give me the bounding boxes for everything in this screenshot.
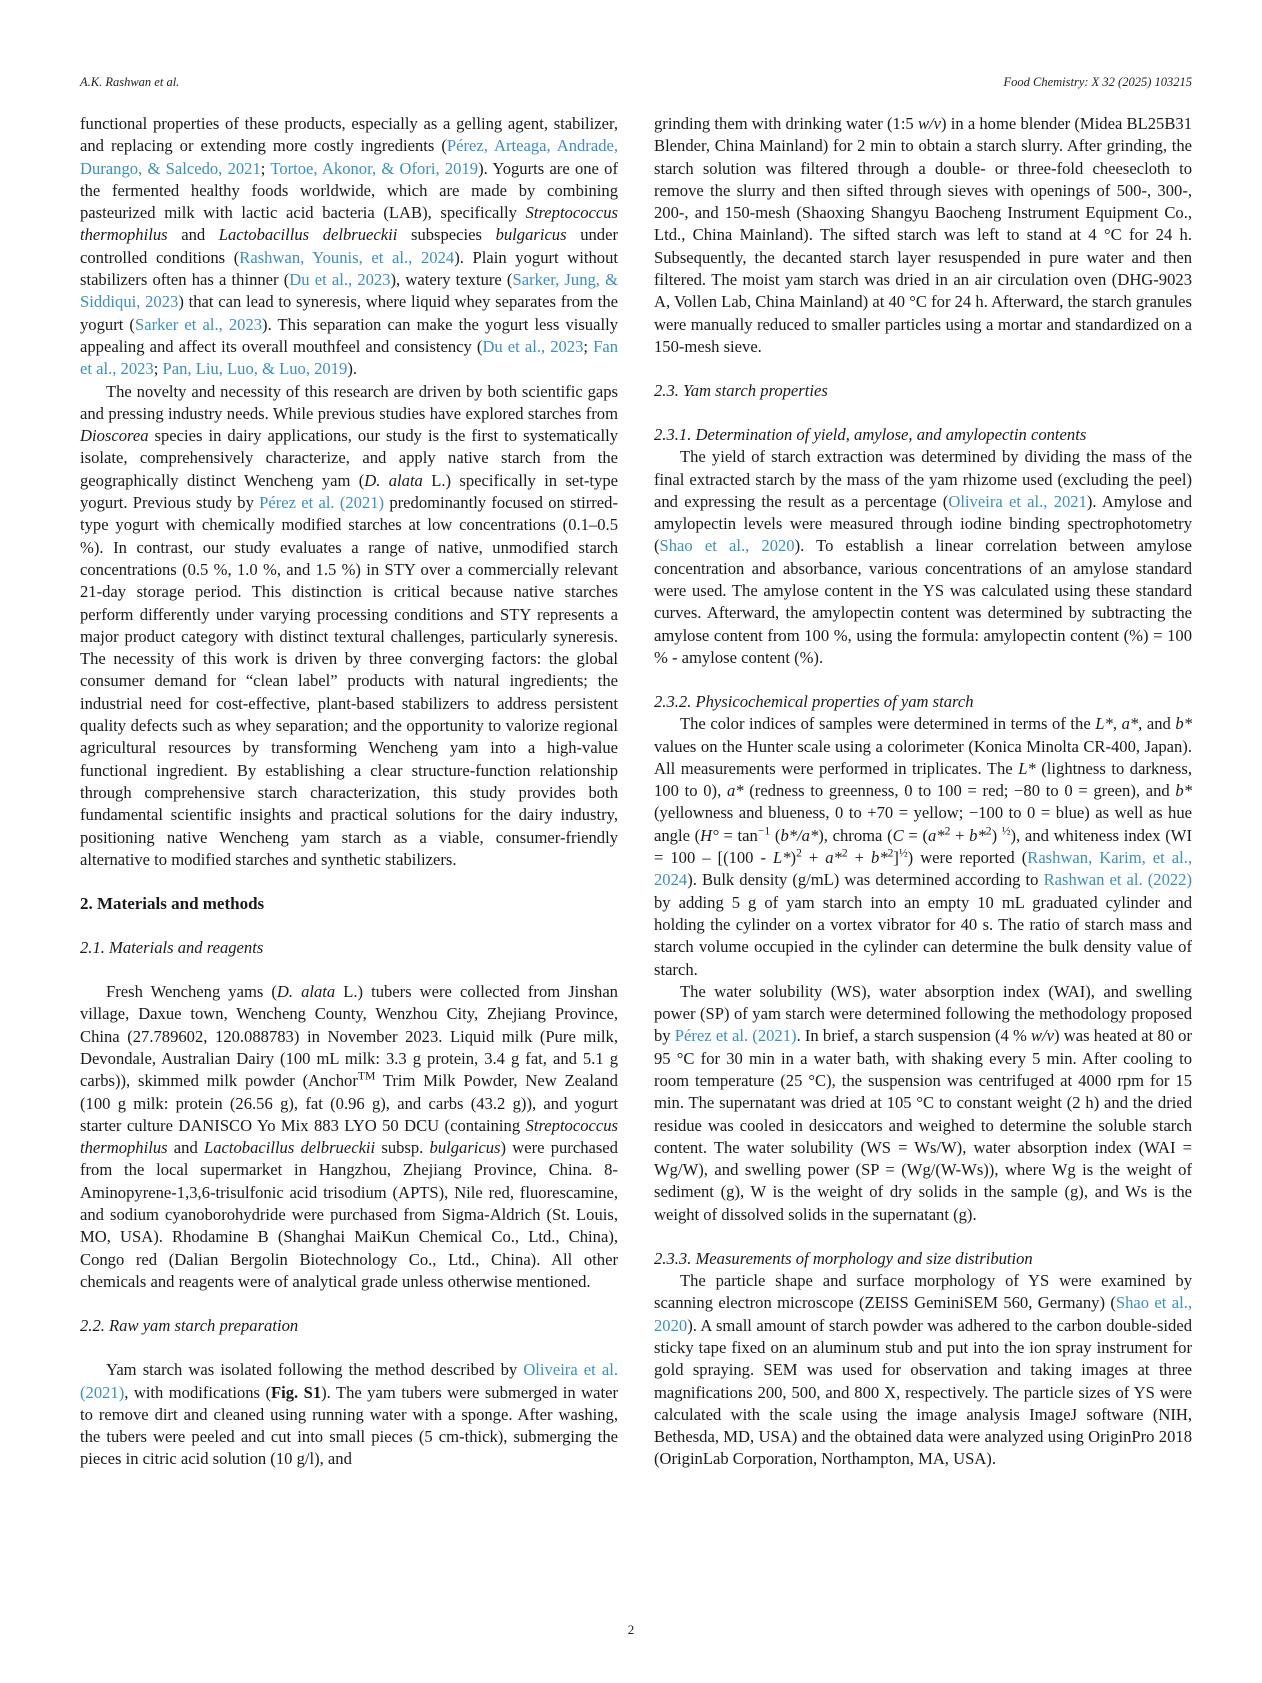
text-run: species in dairy applications, our study is the first to systematically isolate, comprehensively characterize, and apply native starch from the geographically distinct Wencheng yam ( — [80, 426, 618, 490]
subsection-heading: 2.2. Raw yam starch preparation — [80, 1316, 299, 1336]
text-run: ). This separation can make the yogurt less visually appealing and affect its overall mouthfeel and consistency ( — [80, 314, 618, 356]
text-run: Yam starch was isolated following the method described by — [106, 1360, 524, 1380]
body-paragraph — [654, 713, 1192, 981]
subsection-heading: 2.1. Materials and reagents — [80, 938, 264, 958]
text-run: + — [801, 848, 826, 868]
text-run: . In brief, a starch suspension (4 % — [796, 1026, 1031, 1046]
citation-link[interactable]: Oliveira et al., 2021 — [948, 491, 1087, 511]
text-run: ) was heated at 80 or 95 °C for 30 min in a water bath, with shaking every 5 min. After cooling to room temperature (25 °C), the suspension was centrifuged at 4000 rpm for 15 min. The supernatant was dried at 105 °C to constant weight (2 h) and the dried residue was cooled in desiccators and weighed to determine the soluble starch content. The water solubility (WS = Ws/W), water absorption index (WAI = Wg/W), and swelling power (SP = (Wg/(W-Ws)), where Wg is the weight of sediment (g), W is the weight of dry solids in the sample (g), and Ws is the weight of dissolved solids in the supernatant (g). — [654, 1026, 1192, 1224]
text-run: Fresh Wencheng yams ( — [106, 982, 277, 1002]
citation-link[interactable]: Pérez et al. (2021) — [259, 493, 385, 513]
text-run: (yellowness and blueness, 0 to +70 = yellow; −100 to 0 = blue) as well as hue angle ( — [654, 803, 1192, 845]
page-number: 2 — [627, 1622, 635, 1637]
italic-text: b* — [1175, 714, 1193, 734]
text-run: subsp. — [375, 1138, 430, 1158]
citation-link[interactable]: Shao et al., 2020 — [659, 536, 795, 556]
text-run: + — [950, 825, 970, 845]
subsubsection-heading: 2.3.1. Determination of yield, amylose, and amylopectin contents — [654, 425, 1087, 445]
body-paragraph — [80, 381, 618, 872]
running-header — [80, 75, 1192, 93]
body-paragraph — [654, 981, 1192, 1226]
text-run: ) that can lead to syneresis, where liquid whey separates from the yogurt ( — [80, 292, 618, 334]
text-run: , with modifications ( — [124, 1382, 271, 1402]
subsection-heading: 2.3. Yam starch properties — [654, 381, 828, 401]
citation-link[interactable]: Pan, Liu, Luo, & Luo, 2019 — [162, 359, 348, 379]
body-paragraph — [654, 1270, 1192, 1471]
text-run: ) were reported ( — [907, 848, 1028, 868]
citation-link[interactable]: Sarker et al., 2023 — [134, 314, 263, 334]
section-heading: 2. Materials and methods — [80, 894, 265, 914]
text-run: = tan — [718, 825, 758, 845]
subsubsection-heading: 2.3.2. Physicochemical properties of yam starch — [654, 692, 974, 712]
text-run: ; — [260, 158, 271, 178]
text-run: ). Bulk density (g/mL) was determined according to — [687, 870, 1044, 890]
citation-link[interactable]: Rashwan et al. (2022) — [1043, 870, 1193, 890]
body-paragraph — [80, 981, 618, 1293]
text-run: ). Yogurts are one of the fermented healthy foods worldwide, which are made by combining pasteurized milk with lactic acid bacteria (LAB), specifically — [80, 158, 619, 223]
italic-text: a* — [1121, 714, 1139, 734]
citation-link[interactable]: Du et al., 2023 — [482, 336, 584, 356]
text-run: ) — [991, 825, 1002, 845]
text-run: , — [1112, 714, 1122, 734]
text-run: ) were purchased from the local supermarket in Hangzhou, Zhejiang Province, China. 8-Aminopyrene-1,3,6-trisulfonic acid trisodium (APTS), Nile red, fluorescamine, and sodium cyanoborohydride were purchased from Sigma-Aldrich (St. Louis, MO, USA). Rhodamine B (Shanghai MaiKun Chemical Co., Ltd., China), Congo red (Dalian Bergolin Biotechnology Co., Ltd., China). All other chemicals and reagents were of analytical grade unless otherwise mentioned. — [80, 1138, 618, 1291]
italic-text: a* — [928, 825, 945, 845]
text-run: ; — [153, 359, 163, 379]
text-run: ). — [347, 359, 358, 379]
text-run: ] — [893, 848, 899, 868]
italic-text: L* — [1095, 714, 1113, 734]
text-run: = ( — [903, 825, 928, 845]
italic-text: Streptococcus thermophilus — [80, 203, 618, 245]
italic-text: bulgaricus — [495, 225, 567, 245]
text-run: ). The yam tubers were submerged in water to remove dirt and cleaned using running water with a sponge. After washing, the tubers were peeled and cut into small pieces (5 cm-thick), submerging the pieces in citric acid solution (10 g/l), and — [80, 1382, 618, 1469]
text-run: L.) tubers were collected from Jinshan village, Daxue town, Wencheng County, Wenzhou City, Zhejiang Province, China (27.789602, 120.088783) in November 2023. Liquid milk (Pure milk, Devondale, Australian Dairy (100 mL milk: 3.3 g protein, 3.4 g fat, and 5.1 g carbs)), skimmed milk powder (Anchor — [80, 982, 618, 1091]
text-run: subspecies — [397, 225, 496, 245]
text-run: ). To establish a linear correlation between amylose concentration and absorbance, various concentrations of an amylose standard were used. The amylose content in the YS was calculated using these standard curves. Afterward, the amylopectin content was determined by subtracting the amylose content from 100 %, using the formula: amylopectin content (%) = 100 % - amylose content (%). — [654, 536, 1192, 667]
text-run: ), and whiteness index (WI = 100 – [(100 - — [654, 825, 1192, 868]
text-run: ), chroma ( — [818, 825, 893, 845]
text-run: and — [167, 1138, 204, 1158]
text-run: , and — [1138, 714, 1176, 734]
text-run: under controlled conditions ( — [80, 225, 618, 267]
italic-text: Dioscorea — [80, 426, 149, 446]
citation-link[interactable]: Sarker, Jung, & Siddiqui, 2023 — [80, 270, 619, 312]
citation-link[interactable]: Pérez et al. (2021) — [674, 1026, 797, 1046]
italic-text: D. alata — [364, 470, 423, 490]
figure-reference: Fig. S1 — [270, 1382, 322, 1402]
text-run: functional properties of these products, especially as a gelling agent, stabilizer, and replacing or extending more costly ingredients ( — [80, 114, 618, 156]
citation-link[interactable]: Rashwan, Karim, et al., 2024 — [654, 848, 1193, 890]
citation-link[interactable]: Du et al., 2023 — [289, 270, 391, 290]
italic-text: b* — [969, 825, 986, 845]
right-column — [654, 113, 1192, 1471]
superscript: ½ — [1001, 824, 1011, 838]
text-run: ). Amylose and amylopectin levels were measured through iodine binding spectrophotometry ( — [654, 491, 1193, 556]
italic-text: b* — [871, 848, 888, 868]
text-run: The water solubility (WS), water absorption index (WAI), and swelling power (SP) of yam starch were determined following the methodology proposed by — [654, 981, 1192, 1046]
superscript: 2 — [985, 824, 992, 838]
text-run: The novelty and necessity of this research are driven by both scientific gaps and pressing industry needs. While previous studies have explored starches from — [80, 381, 618, 423]
italic-text: Lactobacillus delbrueckii — [203, 1138, 376, 1158]
text-run: L.) specifically in set-type yogurt. Previous study by — [80, 470, 618, 513]
italic-text: Streptococcus thermophilus — [80, 1115, 618, 1158]
superscript: 2 — [841, 846, 848, 860]
italic-text: L* — [1018, 758, 1036, 778]
citation-link[interactable]: Tortoe, Akonor, & Ofori, 2019 — [270, 158, 479, 178]
italic-text: C — [892, 825, 904, 845]
text-run: The color indices of samples were determined in terms of the — [680, 714, 1096, 734]
body-paragraph — [80, 1359, 618, 1470]
citation-link[interactable]: Rashwan, Younis, et al., 2024 — [239, 247, 455, 267]
italic-text: b*/a* — [780, 825, 819, 845]
italic-text: bulgaricus — [429, 1138, 501, 1158]
text-run: (lightness to darkness, 100 to 0), — [654, 758, 1192, 801]
superscript: 2 — [796, 846, 802, 860]
italic-text: w/v — [1030, 1026, 1055, 1046]
text-run: (redness to greenness, 0 to 100 = red; −80 to 0 = green), and — [743, 781, 1176, 801]
text-run: ), watery texture ( — [390, 270, 513, 290]
italic-text: H° — [700, 825, 719, 845]
italic-text: w/v — [917, 114, 941, 133]
citation-link[interactable]: Pérez, Arteaga, Andrade, Durango, & Salcedo, 2021 — [80, 136, 618, 178]
citation-link[interactable]: Oliveira et al. (2021) — [80, 1360, 619, 1402]
left-column — [80, 113, 618, 1471]
text-run: ) — [790, 848, 797, 868]
text-run: ; — [583, 336, 594, 356]
text-run: ). Plain yogurt without stabilizers often has a thinner ( — [80, 247, 618, 290]
body-paragraph — [80, 113, 618, 381]
citation-link[interactable]: Fan et al., 2023 — [80, 336, 618, 379]
text-run: predominantly focused on stirred-type yogurt with chemically modified starches at low concentrations (0.1–0.5 %). In contrast, our study evaluates a range of native, unmodified starch concentrations (0.5 %, 1.0 %, and 1.5 %) in STY over a commercially relevant 21-day storage period. This distinction is critical because native starches perform differently under varying processing conditions and STY represents a major product category with distinct textural challenges, particularly syneresis. The necessity of this work is driven by three converging factors: the global consumer demand for “clean label” products with natural ingredients; the industrial need for cost-effective, plant-based stabilizers to address persistent quality defects such as whey separation; and the opportunity to valorize regional agricultural resources by transforming Wencheng yam into a high-value functional ingredient. By establishing a clear structure-function relationship through comprehensive starch characterization, this study provides both fundamental scientific insights and practical solutions for the dairy industry, positioning native Wencheng yam starch as a viable, consumer-friendly alternative to modified starches and synthetic stabilizers. — [80, 493, 618, 869]
superscript: −1 — [757, 824, 771, 838]
text-run: values on the Hunter scale using a colorimeter (Konica Minolta CR-400, Japan). All measurements were performed in triplicates. The — [654, 736, 1192, 778]
text-run: The yield of starch extraction was determined by dividing the mass of the final extracted starch by the mass of the yam rhizome used (excluding the peel) and expressing the result as a percentage ( — [654, 447, 1192, 511]
text-run: The particle shape and surface morphology of YS were examined by scanning electron microscope (ZEISS GeminiSEM 560, Germany) ( — [654, 1271, 1192, 1313]
superscript: TM — [357, 1069, 376, 1083]
italic-text: L* — [773, 848, 791, 868]
header-authors: A.K. Rashwan et al. — [80, 75, 180, 89]
italic-text: b* — [1175, 781, 1193, 801]
body-paragraph — [654, 113, 1192, 358]
citation-link[interactable]: Shao et al., 2020 — [654, 1293, 1193, 1335]
text-run: ) in a home blender (Midea BL25B31 Blender, China Mainland) for 2 min to obtain a starch slurry. After grinding, the starch solution was filtered through a double- or three-fold cheesecloth to remove the slurry and then sifted through sieves with openings of 500-, 300-, 200-, and 150-mesh (Shaoxing Shangyu Baocheng Instrument Equipment Co., Ltd., China Mainland). The sifted starch was left to stand at 4 °C for 24 h. Subsequently, the decanted starch layer resuspended in pure water and then filtered. The moist yam starch was dried in an air circulation oven (DHG-9023 A, Vollen Lab, China Mainland) at 40 °C for 24 h. Afterward, the starch granules were manually reduced to smaller particles using a mortar and standardized on a 150-mesh sieve. — [654, 114, 1192, 356]
superscript: 2 — [944, 824, 951, 838]
text-run: by adding 5 g of yam starch into an empty 10 mL graduated cylinder and holding the cylinder on a vortex vibrator for 40 s. The ratio of starch mass and starch volume occupied in the cylinder can determine the bulk density value of starch. — [654, 892, 1192, 979]
italic-text: a* — [726, 781, 744, 801]
text-run: and — [167, 225, 219, 245]
text-run: Trim Milk Powder, New Zealand (100 g milk: protein (26.56 g), fat (0.96 g), and carbs (43.2 g)), and yogurt starter culture DANISCO Yo Mix 883 LYO 50 DCU (containing — [80, 1071, 618, 1135]
text-run: grinding them with drinking water (1:5 — [654, 114, 918, 133]
subsubsection-heading: 2.3.3. Measurements of morphology and size distribution — [654, 1249, 1033, 1269]
text-run: ( — [770, 825, 781, 845]
italic-text: Lactobacillus delbrueckii — [218, 225, 398, 245]
text-run: + — [847, 848, 872, 868]
body-paragraph — [654, 446, 1192, 669]
superscript: 2 — [887, 846, 894, 860]
italic-text: D. alata — [276, 982, 336, 1002]
italic-text: a* — [825, 848, 842, 868]
header-journal: Food Chemistry: X 32 (2025) 103215 — [1003, 75, 1192, 89]
text-run: ). A small amount of starch powder was adhered to the carbon double-sided sticky tape fixed on an aluminum stub and put into the ion spray instrument for gold spraying. SEM was used for observation and taking images at three magnifications 200, 500, and 800 X, respectively. The particle sizes of YS were calculated with the scale using the image analysis ImageJ software (NIH, Bethesda, MD, USA) and the obtained data were analyzed using OriginPro 2018 (OriginLab Corporation, Northampton, MA, USA). — [654, 1315, 1192, 1469]
superscript: ½ — [898, 846, 908, 860]
